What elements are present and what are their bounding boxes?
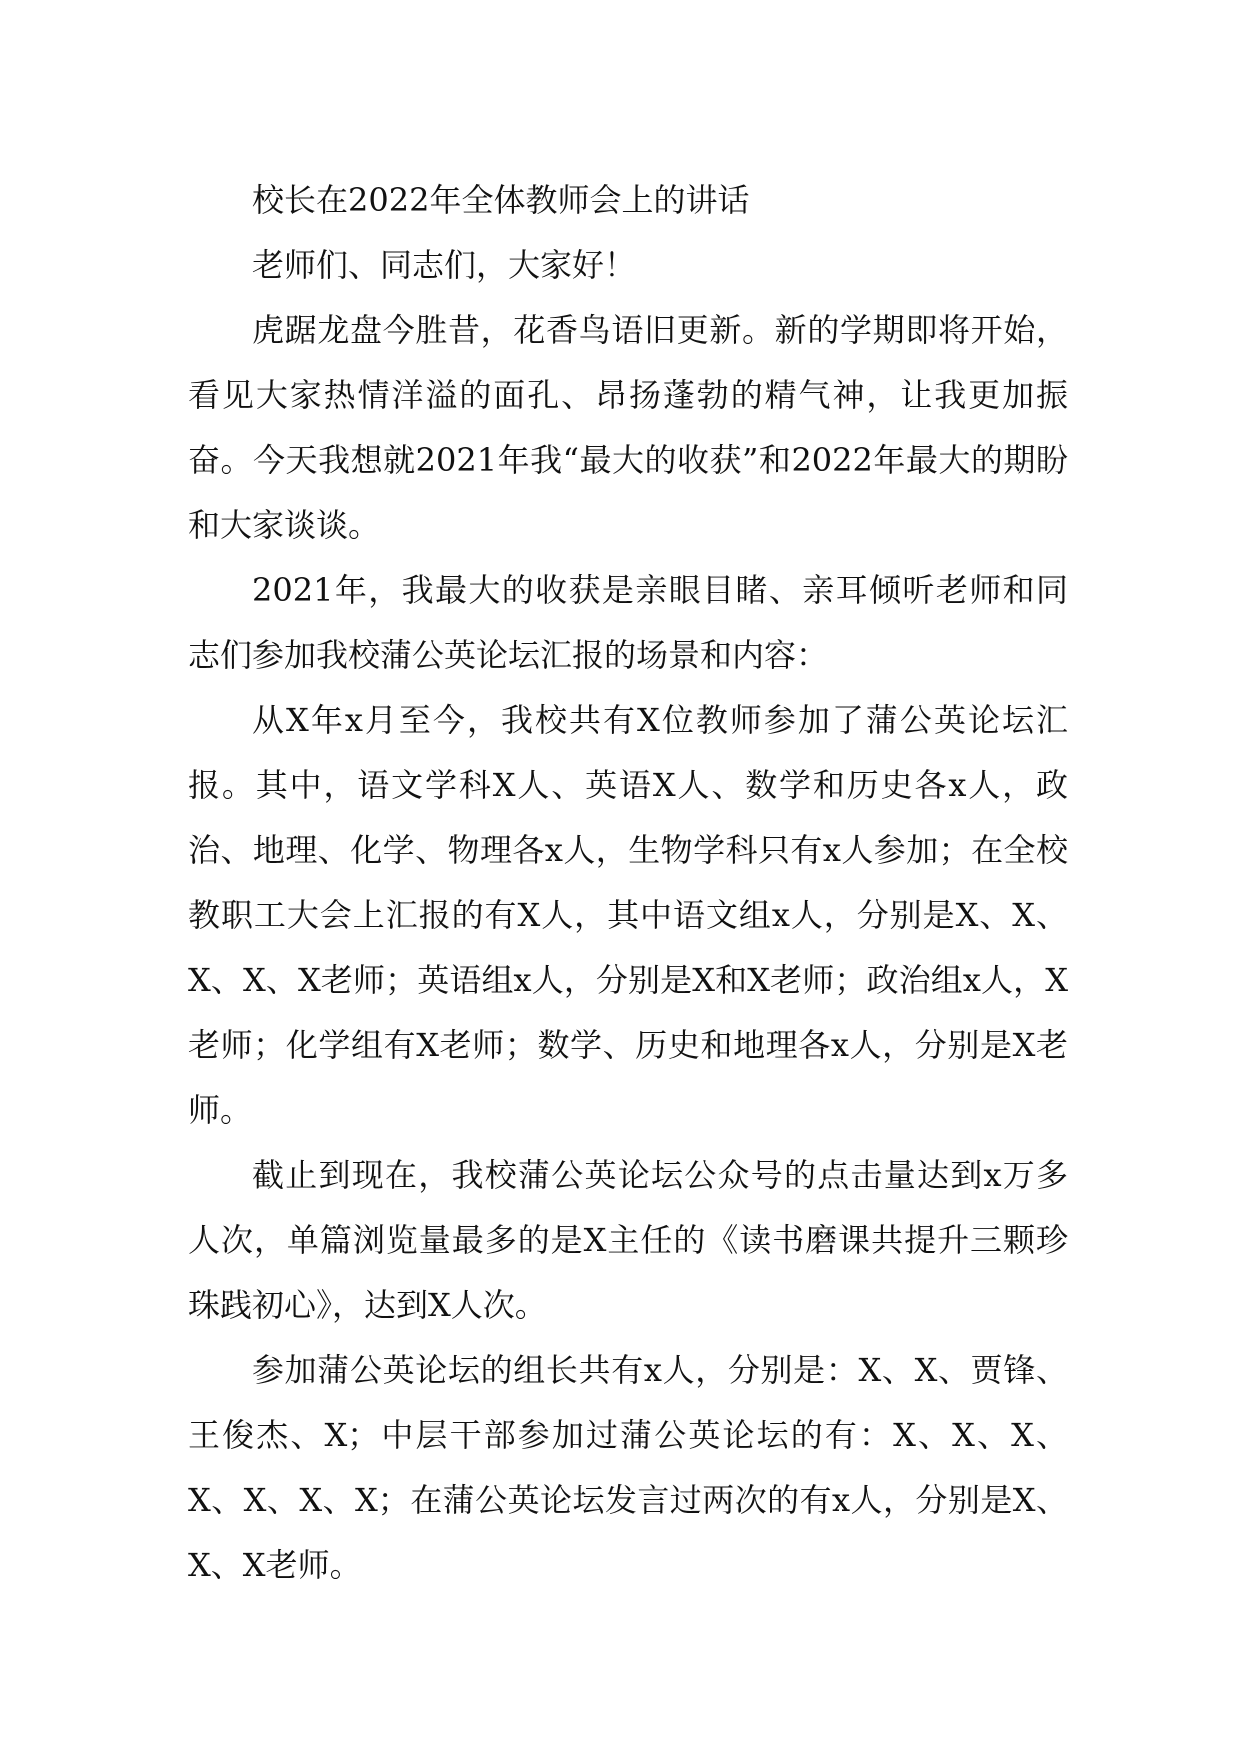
paragraph-harvest: 2021年，我最大的收获是亲眼目睹、亲耳倾听老师和同志们参加我校蒲公英论坛汇报的场景和内容： (188, 571, 1068, 674)
paragraph-greeting: 老师们、同志们，大家好！ (252, 246, 637, 284)
document-body (188, 168, 1068, 1598)
paragraph-opening: 虎踞龙盘今胜昔，花香鸟语旧更新。新的学期即将开始，看见大家热情洋溢的面孔、昂扬蓬勃的精气神，让我更加振奋。今天我想就2021年我“最大的收获”和2022年最大的期盼和大家谈谈。 (188, 311, 1068, 544)
paragraph-forum-leaders: 参加蒲公英论坛的组长共有x人，分别是：X、X、贾锋、王俊杰、X；中层干部参加过蒲公英论坛的有：X、X、X、X、X、X、X；在蒲公英论坛发言过两次的有x人，分别是X、X、X老师。 (188, 1351, 1068, 1584)
paragraph-forum-participants: 从X年x月至今，我校共有X位教师参加了蒲公英论坛汇报。其中，语文学科X人、英语X人、数学和历史各x人，政治、地理、化学、物理各x人，生物学科只有x人参加；在全校教职工大会上汇报的有X人，其中语文组x人，分别是X、X、X、X、X老师；英语组x人，分别是X和X老师；政治组x人，X老师；化学组有X老师；数学、历史和地理各x人，分别是X老师。 (188, 701, 1068, 1129)
document-title: 校长在2022年全体教师会上的讲话 (252, 181, 750, 219)
paragraph-forum-clicks: 截止到现在，我校蒲公英论坛公众号的点击量达到x万多人次，单篇浏览量最多的是X主任的《读书磨课共提升三颗珍珠践初心》，达到X人次。 (188, 1156, 1068, 1324)
